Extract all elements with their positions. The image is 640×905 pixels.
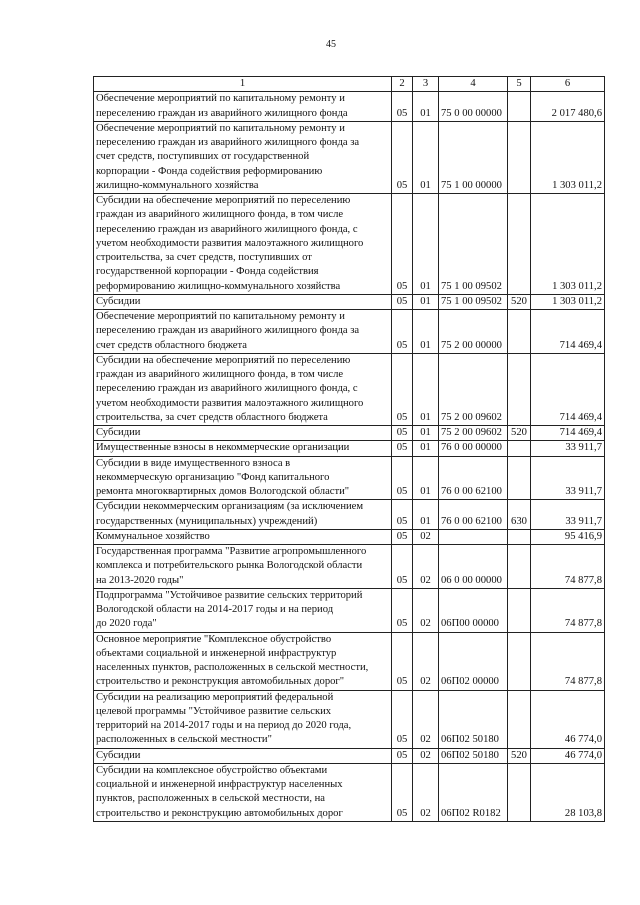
table-row bbox=[94, 353, 605, 425]
expense-type-code: 630 bbox=[508, 500, 531, 530]
subsection-code: 01 bbox=[413, 426, 439, 441]
item-name: Обеспечение мероприятий по капитальному ремонту и переселению граждан из аварийного жилищного фонда за счет средств, поступивших от государственной корпорации - Фонда содействия реформированию жилищно-коммунального хозяйства bbox=[94, 121, 392, 193]
header-col-1: 1 bbox=[94, 77, 392, 92]
target-article-code bbox=[439, 529, 508, 544]
section-code: 05 bbox=[392, 456, 413, 500]
table-row bbox=[94, 441, 605, 456]
expense-type-code bbox=[508, 310, 531, 354]
section-code: 05 bbox=[392, 748, 413, 763]
target-article-code: 75 1 00 09502 bbox=[439, 294, 508, 309]
expense-type-code bbox=[508, 194, 531, 295]
section-code: 05 bbox=[392, 121, 413, 193]
item-name: Субсидии в виде имущественного взноса в некоммерческую организацию "Фонд капитального ремонта многоквартирных домов Вологодской области" bbox=[94, 456, 392, 500]
target-article-code: 76 0 00 62100 bbox=[439, 456, 508, 500]
expense-type-code bbox=[508, 92, 531, 122]
expense-type-code bbox=[508, 545, 531, 589]
section-code: 05 bbox=[392, 426, 413, 441]
section-code: 05 bbox=[392, 353, 413, 425]
subsection-code: 02 bbox=[413, 748, 439, 763]
expense-type-code: 520 bbox=[508, 294, 531, 309]
subsection-code: 01 bbox=[413, 294, 439, 309]
target-article-code: 06П02 50180 bbox=[439, 748, 508, 763]
item-name: Подпрограмма "Устойчивое развитие сельских территорий Вологодской области на 2014-2017 годы и на период до 2020 года" bbox=[94, 588, 392, 632]
amount: 95 416,9 bbox=[531, 529, 605, 544]
amount: 1 303 011,2 bbox=[531, 121, 605, 193]
table-row bbox=[94, 426, 605, 441]
expense-type-code bbox=[508, 353, 531, 425]
subsection-code: 01 bbox=[413, 194, 439, 295]
table-row bbox=[94, 456, 605, 500]
header-col-6: 6 bbox=[531, 77, 605, 92]
section-code: 05 bbox=[392, 545, 413, 589]
section-code: 05 bbox=[392, 92, 413, 122]
expense-type-code bbox=[508, 456, 531, 500]
expense-type-code bbox=[508, 763, 531, 821]
item-name: Субсидии на реализацию мероприятий федеральной целевой программы "Устойчивое развитие сельских территорий на 2014-2017 годы и на период до 2020 года, расположенных в сельской местности" bbox=[94, 690, 392, 748]
item-name: Обеспечение мероприятий по капитальному ремонту и переселению граждан из аварийного жилищного фонда bbox=[94, 92, 392, 122]
amount: 28 103,8 bbox=[531, 763, 605, 821]
target-article-code: 06П02 50180 bbox=[439, 690, 508, 748]
table-row bbox=[94, 92, 605, 122]
section-code: 05 bbox=[392, 500, 413, 530]
table-row bbox=[94, 632, 605, 690]
target-article-code: 06 0 00 00000 bbox=[439, 545, 508, 589]
table-row bbox=[94, 121, 605, 193]
item-name: Субсидии на обеспечение мероприятий по переселению граждан из аварийного жилищного фонда, в том числе переселению граждан из аварийного жилищного фонда, с учетом необходимости развития малоэтажного жилищного строительства, за счет средств областного бюджета bbox=[94, 353, 392, 425]
amount: 74 877,8 bbox=[531, 588, 605, 632]
amount: 33 911,7 bbox=[531, 500, 605, 530]
expense-type-code bbox=[508, 588, 531, 632]
target-article-code: 75 0 00 00000 bbox=[439, 92, 508, 122]
subsection-code: 02 bbox=[413, 529, 439, 544]
table-row bbox=[94, 763, 605, 821]
target-article-code: 75 1 00 00000 bbox=[439, 121, 508, 193]
subsection-code: 01 bbox=[413, 92, 439, 122]
expense-type-code bbox=[508, 441, 531, 456]
table-row bbox=[94, 500, 605, 530]
item-name: Субсидии некоммерческим организациям (за исключением государственных (муниципальных) учреждений) bbox=[94, 500, 392, 530]
expense-type-code bbox=[508, 690, 531, 748]
target-article-code: 06П00 00000 bbox=[439, 588, 508, 632]
item-name: Государственная программа "Развитие агропромышленного комплекса и потребительского рынка Вологодской области на 2013-2020 годы" bbox=[94, 545, 392, 589]
table-row bbox=[94, 588, 605, 632]
table-row bbox=[94, 194, 605, 295]
page-number: 45 bbox=[326, 39, 336, 50]
section-code: 05 bbox=[392, 763, 413, 821]
amount: 33 911,7 bbox=[531, 441, 605, 456]
subsection-code: 01 bbox=[413, 353, 439, 425]
subsection-code: 01 bbox=[413, 441, 439, 456]
amount: 46 774,0 bbox=[531, 748, 605, 763]
expense-type-code bbox=[508, 632, 531, 690]
target-article-code: 76 0 00 62100 bbox=[439, 500, 508, 530]
amount: 1 303 011,2 bbox=[531, 194, 605, 295]
target-article-code: 75 2 00 09602 bbox=[439, 353, 508, 425]
target-article-code: 76 0 00 00000 bbox=[439, 441, 508, 456]
subsection-code: 02 bbox=[413, 632, 439, 690]
subsection-code: 01 bbox=[413, 500, 439, 530]
target-article-code: 06П02 00000 bbox=[439, 632, 508, 690]
expense-type-code bbox=[508, 529, 531, 544]
subsection-code: 02 bbox=[413, 690, 439, 748]
item-name: Субсидии bbox=[94, 426, 392, 441]
amount: 33 911,7 bbox=[531, 456, 605, 500]
section-code: 05 bbox=[392, 529, 413, 544]
amount: 714 469,4 bbox=[531, 353, 605, 425]
section-code: 05 bbox=[392, 310, 413, 354]
item-name: Субсидии bbox=[94, 748, 392, 763]
section-code: 05 bbox=[392, 294, 413, 309]
table-header-row bbox=[94, 77, 605, 92]
target-article-code: 06П02 R0182 bbox=[439, 763, 508, 821]
expense-type-code: 520 bbox=[508, 426, 531, 441]
section-code: 05 bbox=[392, 632, 413, 690]
item-name: Субсидии на комплексное обустройство объектами социальной и инженерной инфраструктур населенных пунктов, расположенных в сельской местности, на строительство и реконструкцию автомобильных дорог bbox=[94, 763, 392, 821]
subsection-code: 02 bbox=[413, 545, 439, 589]
subsection-code: 02 bbox=[413, 763, 439, 821]
table-row bbox=[94, 748, 605, 763]
table-row bbox=[94, 690, 605, 748]
amount: 2 017 480,6 bbox=[531, 92, 605, 122]
table-row bbox=[94, 294, 605, 309]
amount: 1 303 011,2 bbox=[531, 294, 605, 309]
table-row bbox=[94, 310, 605, 354]
amount: 74 877,8 bbox=[531, 545, 605, 589]
target-article-code: 75 2 00 09602 bbox=[439, 426, 508, 441]
subsection-code: 01 bbox=[413, 456, 439, 500]
table-row bbox=[94, 529, 605, 544]
section-code: 05 bbox=[392, 194, 413, 295]
item-name: Субсидии bbox=[94, 294, 392, 309]
item-name: Субсидии на обеспечение мероприятий по переселению граждан из аварийного жилищного фонда, в том числе переселению граждан из аварийного жилищного фонда, с учетом необходимости развития малоэтажного жилищного строительства, за счет средств, поступивших от государственной корпорации - Фонда содействия реформированию жилищно-коммунального хозяйства bbox=[94, 194, 392, 295]
header-col-4: 4 bbox=[439, 77, 508, 92]
budget-table bbox=[93, 76, 605, 822]
subsection-code: 01 bbox=[413, 310, 439, 354]
section-code: 05 bbox=[392, 588, 413, 632]
target-article-code: 75 2 00 00000 bbox=[439, 310, 508, 354]
header-col-2: 2 bbox=[392, 77, 413, 92]
subsection-code: 01 bbox=[413, 121, 439, 193]
item-name: Основное мероприятие "Комплексное обустройство объектами социальной и инженерной инфраструктур населенных пунктов, расположенных в сельской местности, строительство и реконструкция автомобильных дорог" bbox=[94, 632, 392, 690]
subsection-code: 02 bbox=[413, 588, 439, 632]
expense-type-code bbox=[508, 121, 531, 193]
amount: 46 774,0 bbox=[531, 690, 605, 748]
amount: 714 469,4 bbox=[531, 426, 605, 441]
item-name: Обеспечение мероприятий по капитальному ремонту и переселению граждан из аварийного жилищного фонда за счет средств областного бюджета bbox=[94, 310, 392, 354]
table-row bbox=[94, 545, 605, 589]
expense-type-code: 520 bbox=[508, 748, 531, 763]
header-col-5: 5 bbox=[508, 77, 531, 92]
header-col-3: 3 bbox=[413, 77, 439, 92]
amount: 74 877,8 bbox=[531, 632, 605, 690]
amount: 714 469,4 bbox=[531, 310, 605, 354]
section-code: 05 bbox=[392, 441, 413, 456]
target-article-code: 75 1 00 09502 bbox=[439, 194, 508, 295]
section-code: 05 bbox=[392, 690, 413, 748]
item-name: Коммунальное хозяйство bbox=[94, 529, 392, 544]
item-name: Имущественные взносы в некоммерческие организации bbox=[94, 441, 392, 456]
